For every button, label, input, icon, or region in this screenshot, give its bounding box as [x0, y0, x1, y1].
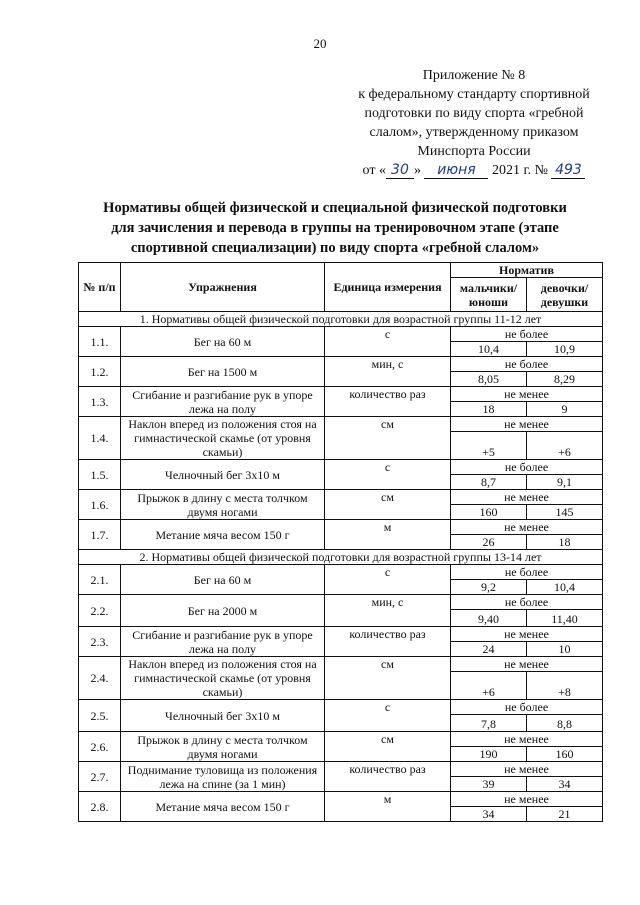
- appendix-header: [340, 66, 608, 180]
- date-prefix: от «: [362, 163, 386, 178]
- value-girls: +8: [527, 672, 603, 700]
- header-exercise: Упражнения: [121, 263, 325, 312]
- value-boys: 34: [451, 807, 527, 822]
- norm-condition: не менее: [451, 732, 603, 747]
- exercise-name: Сгибание и разгибание рук в упоре лежа на полу: [121, 627, 325, 657]
- exercise-name: Прыжок в длину с места толчком двумя ногами: [121, 732, 325, 762]
- header-norm: Норматив: [451, 263, 603, 278]
- table-row: [79, 520, 603, 535]
- unit: мин, с: [325, 595, 451, 627]
- value-boys: 7,8: [451, 715, 527, 732]
- value-girls: 21: [527, 807, 603, 822]
- table-row: [79, 627, 603, 642]
- exercise-name: Сгибание и разгибание рук в упоре лежа на полу: [121, 387, 325, 417]
- unit: количество раз: [325, 762, 451, 792]
- value-girls: 9,1: [527, 475, 603, 490]
- unit: м: [325, 520, 451, 550]
- table-row: [79, 460, 603, 475]
- norm-condition: не более: [451, 327, 603, 342]
- handwritten-day: 30: [386, 162, 414, 179]
- value-girls: 145: [527, 505, 603, 520]
- table-row: [79, 357, 603, 372]
- value-girls: 10,4: [527, 580, 603, 595]
- norm-condition: не менее: [451, 627, 603, 642]
- page-number: 20: [313, 36, 327, 51]
- document-title: [70, 198, 600, 258]
- row-number: 1.3.: [79, 387, 121, 417]
- norm-condition: не менее: [451, 762, 603, 777]
- norms-body: [79, 312, 603, 822]
- exercise-name: Бег на 1500 м: [121, 357, 325, 387]
- value-girls: 10,9: [527, 342, 603, 357]
- value-boys: +5: [451, 432, 527, 460]
- value-boys: 8,05: [451, 372, 527, 387]
- unit: с: [325, 565, 451, 595]
- handwritten-order-number: 493: [551, 162, 585, 179]
- row-number: 2.6.: [79, 732, 121, 762]
- appendix-date-line: [340, 161, 608, 180]
- row-number: 2.8.: [79, 792, 121, 822]
- norm-condition: не менее: [451, 657, 603, 672]
- exercise-name: Бег на 60 м: [121, 565, 325, 595]
- unit: количество раз: [325, 627, 451, 657]
- value-boys: 9,2: [451, 580, 527, 595]
- unit: с: [325, 700, 451, 732]
- value-boys: +6: [451, 672, 527, 700]
- norm-condition: не менее: [451, 387, 603, 402]
- table-row: [79, 595, 603, 610]
- norm-condition: не более: [451, 565, 603, 580]
- exercise-name: Наклон вперед из положения стоя на гимнастической скамье (от уровня скамьи): [121, 417, 325, 460]
- norm-condition: не менее: [451, 520, 603, 535]
- exercise-name: Бег на 2000 м: [121, 595, 325, 627]
- row-number: 2.1.: [79, 565, 121, 595]
- header-girls: девочки/ девушки: [527, 278, 603, 312]
- table-row: [79, 657, 603, 672]
- title-line: Нормативы общей физической и специальной физической подготовки: [103, 200, 567, 216]
- norm-condition: не менее: [451, 417, 603, 432]
- unit: с: [325, 460, 451, 490]
- value-girls: 9: [527, 402, 603, 417]
- value-girls: 11,40: [527, 610, 603, 627]
- table-row: [79, 327, 603, 342]
- table-row: [79, 490, 603, 505]
- exercise-name: Метание мяча весом 150 г: [121, 792, 325, 822]
- norms-table: [78, 262, 603, 822]
- title-line: спортивной специализации) по виду спорта «гребной слалом»: [130, 240, 540, 256]
- unit: количество раз: [325, 387, 451, 417]
- exercise-name: Наклон вперед из положения стоя на гимнастической скамье (от уровня скамьи): [121, 657, 325, 700]
- appendix-line: подготовки по виду спорта «гребной: [364, 106, 584, 121]
- header-num: № п/п: [79, 263, 121, 312]
- appendix-line: Минспорта России: [417, 144, 531, 159]
- appendix-title: Приложение № 8: [422, 68, 526, 83]
- header-unit: Единица измерения: [325, 263, 451, 312]
- table-row: [79, 732, 603, 747]
- exercise-name: Челночный бег 3х10 м: [121, 460, 325, 490]
- value-boys: 39: [451, 777, 527, 792]
- row-number: 1.6.: [79, 490, 121, 520]
- value-boys: 10,4: [451, 342, 527, 357]
- section-title: 1. Нормативы общей физической подготовки для возрастной группы 11-12 лет: [79, 312, 603, 327]
- row-number: 2.5.: [79, 700, 121, 732]
- row-number: 2.7.: [79, 762, 121, 792]
- norm-condition: не более: [451, 357, 603, 372]
- value-boys: 190: [451, 747, 527, 762]
- exercise-name: Поднимание туловища из положения лежа на спине (за 1 мин): [121, 762, 325, 792]
- norm-condition: не более: [451, 595, 603, 610]
- date-mid: »: [413, 163, 421, 178]
- unit: м: [325, 792, 451, 822]
- value-girls: 8,29: [527, 372, 603, 387]
- row-number: 1.1.: [79, 327, 121, 357]
- appendix-line: слалом», утвержденному приказом: [369, 125, 579, 140]
- appendix-line: к федеральному стандарту спортивной: [358, 87, 590, 102]
- norm-condition: не менее: [451, 792, 603, 807]
- value-girls: +6: [527, 432, 603, 460]
- value-boys: 8,7: [451, 475, 527, 490]
- value-boys: 160: [451, 505, 527, 520]
- row-number: 1.5.: [79, 460, 121, 490]
- table-row: [79, 417, 603, 432]
- section-title: 2. Нормативы общей физической подготовки для возрастной группы 13-14 лет: [79, 550, 603, 565]
- row-number: 2.3.: [79, 627, 121, 657]
- unit: см: [325, 732, 451, 762]
- unit: с: [325, 327, 451, 357]
- norm-condition: не менее: [451, 490, 603, 505]
- title-line: для зачисления и перевода в группы на тренировочном этапе (этапе: [111, 220, 559, 236]
- table-row: [79, 387, 603, 402]
- row-number: 2.4.: [79, 657, 121, 700]
- value-girls: 18: [527, 535, 603, 550]
- exercise-name: Челночный бег 3х10 м: [121, 700, 325, 732]
- norm-condition: не более: [451, 700, 603, 715]
- table-row: [79, 792, 603, 807]
- section-row: [79, 550, 603, 565]
- exercise-name: Метание мяча весом 150 г: [121, 520, 325, 550]
- value-boys: 24: [451, 642, 527, 657]
- value-boys: 18: [451, 402, 527, 417]
- value-boys: 26: [451, 535, 527, 550]
- unit: см: [325, 417, 451, 460]
- unit: см: [325, 657, 451, 700]
- value-girls: 10: [527, 642, 603, 657]
- table-row: [79, 565, 603, 580]
- handwritten-month: июня: [424, 162, 488, 179]
- table-row: [79, 762, 603, 777]
- exercise-name: Прыжок в длину с места толчком двумя ногами: [121, 490, 325, 520]
- row-number: 1.7.: [79, 520, 121, 550]
- value-girls: 8,8: [527, 715, 603, 732]
- unit: мин, с: [325, 357, 451, 387]
- section-row: [79, 312, 603, 327]
- row-number: 1.2.: [79, 357, 121, 387]
- exercise-name: Бег на 60 м: [121, 327, 325, 357]
- unit: см: [325, 490, 451, 520]
- row-number: 1.4.: [79, 417, 121, 460]
- norm-condition: не более: [451, 460, 603, 475]
- row-number: 2.2.: [79, 595, 121, 627]
- table-row: [79, 700, 603, 715]
- value-girls: 34: [527, 777, 603, 792]
- header-boys: мальчики/ юноши: [451, 278, 527, 312]
- value-boys: 9,40: [451, 610, 527, 627]
- value-girls: 160: [527, 747, 603, 762]
- date-year: 2021 г. №: [491, 163, 548, 178]
